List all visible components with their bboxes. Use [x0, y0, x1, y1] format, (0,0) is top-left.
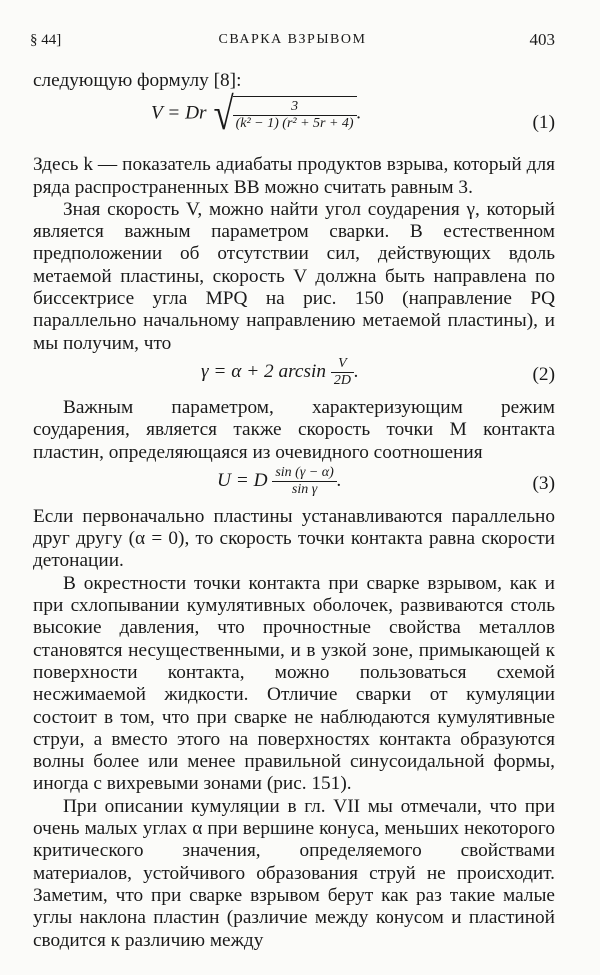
- paragraph-cumulation: При описании кумуляции в гл. VII мы отмечали, что при очень малых углах α при вершине конуса, меньших некоторого критического значения, определяемого свойствами материалов, устойчивого образования струй не происходит. Заметим, что при сварке взрывом берут как раз такие малые углы наклона пластин (различие между конусом и пластиной сводится к различию между: [33, 795, 555, 951]
- sqrt-sign-icon: √: [213, 88, 235, 140]
- formula-3-expr: [217, 465, 342, 498]
- formula-3-denominator: sin γ: [291, 481, 318, 497]
- formula-1-lhs: V = Dr: [151, 102, 207, 124]
- formula-2-fraction: [331, 356, 354, 389]
- paragraph-velocity: Зная скорость V, можно найти угол соударения γ, который является важным параметром сварки. В естественном предположении об отсутствии сил, действующих вдоль метаемой пластины, скорость V должна быть направлена по биссектрисе угла MPQ на рис. 150 (направление PQ параллельно начальному направлению метаемой пластины), и мы получим, что: [33, 198, 555, 354]
- formula-3-numerator: sin (γ − α): [272, 465, 336, 482]
- formula-3: [33, 464, 555, 506]
- paragraph-parallel: Если первоначально пластины устанавливаются параллельно друг другу (α = 0), то скорость точки контакта равна скорости детонации.: [33, 505, 555, 572]
- formula-3-lhs: U = D: [217, 469, 268, 491]
- section-mark: § 44]: [30, 32, 62, 48]
- running-header: [30, 30, 555, 54]
- formula-1-expr: [151, 88, 362, 140]
- formula-2-expr: [201, 356, 359, 389]
- running-title: СВАРКА ВЗРЫВОМ: [218, 32, 367, 47]
- page-body: [33, 70, 555, 952]
- square-root: [211, 88, 356, 140]
- paragraph-intro: следующую формулу [8]:: [33, 70, 242, 91]
- formula-3-tail: .: [336, 469, 342, 491]
- formula-2-denominator: 2D: [333, 372, 351, 388]
- formula-1-denominator: (k² − 1) (r² + 5r + 4): [235, 116, 354, 132]
- formula-2-label: (2): [532, 363, 555, 385]
- page-number: 403: [529, 30, 555, 49]
- formula-3-fraction: [272, 465, 336, 498]
- paragraph-contact-speed: Важным параметром, характеризующим режим соударения, является также скорость точки M контакта пластин, определяющаяся из очевидного соотношения: [33, 396, 555, 463]
- paragraph-adiabat: Здесь k — показатель адиабаты продуктов взрыва, который для ряда распространенных ВВ можно считать равным 3.: [33, 154, 555, 198]
- formula-1-tail: .: [356, 102, 362, 124]
- formula-2-numerator: V: [331, 356, 354, 373]
- formula-1-fraction: [233, 99, 357, 132]
- formula-2: [33, 355, 555, 397]
- sqrt-radicand: [233, 96, 357, 132]
- formula-1: [33, 88, 555, 154]
- formula-1-label: (1): [532, 112, 555, 134]
- paragraph-pressure: В окрестности точки контакта при сварке взрывом, как и при схлопывании кумулятивных оболочек, развиваются столь высокие давления, что прочностные свойства металлов становятся несущественными, и в узкой зоне, примыкающей к поверхности контакта, можно пользоваться схемой несжимаемой жидкости. Отличие сварки от кумуляции состоит в том, что при сварке не наблюдаются кумулятивные струи, а вместо этого на поверхностях контакта образуются волны более или менее правильной синусоидальной формы, иногда с вихревыми зонами (рис. 151).: [33, 572, 555, 795]
- formula-2-tail: .: [353, 360, 359, 382]
- formula-1-numerator: 3: [233, 99, 357, 116]
- formula-2-lhs: γ = α + 2 arcsin: [201, 360, 326, 382]
- formula-3-label: (3): [532, 472, 555, 494]
